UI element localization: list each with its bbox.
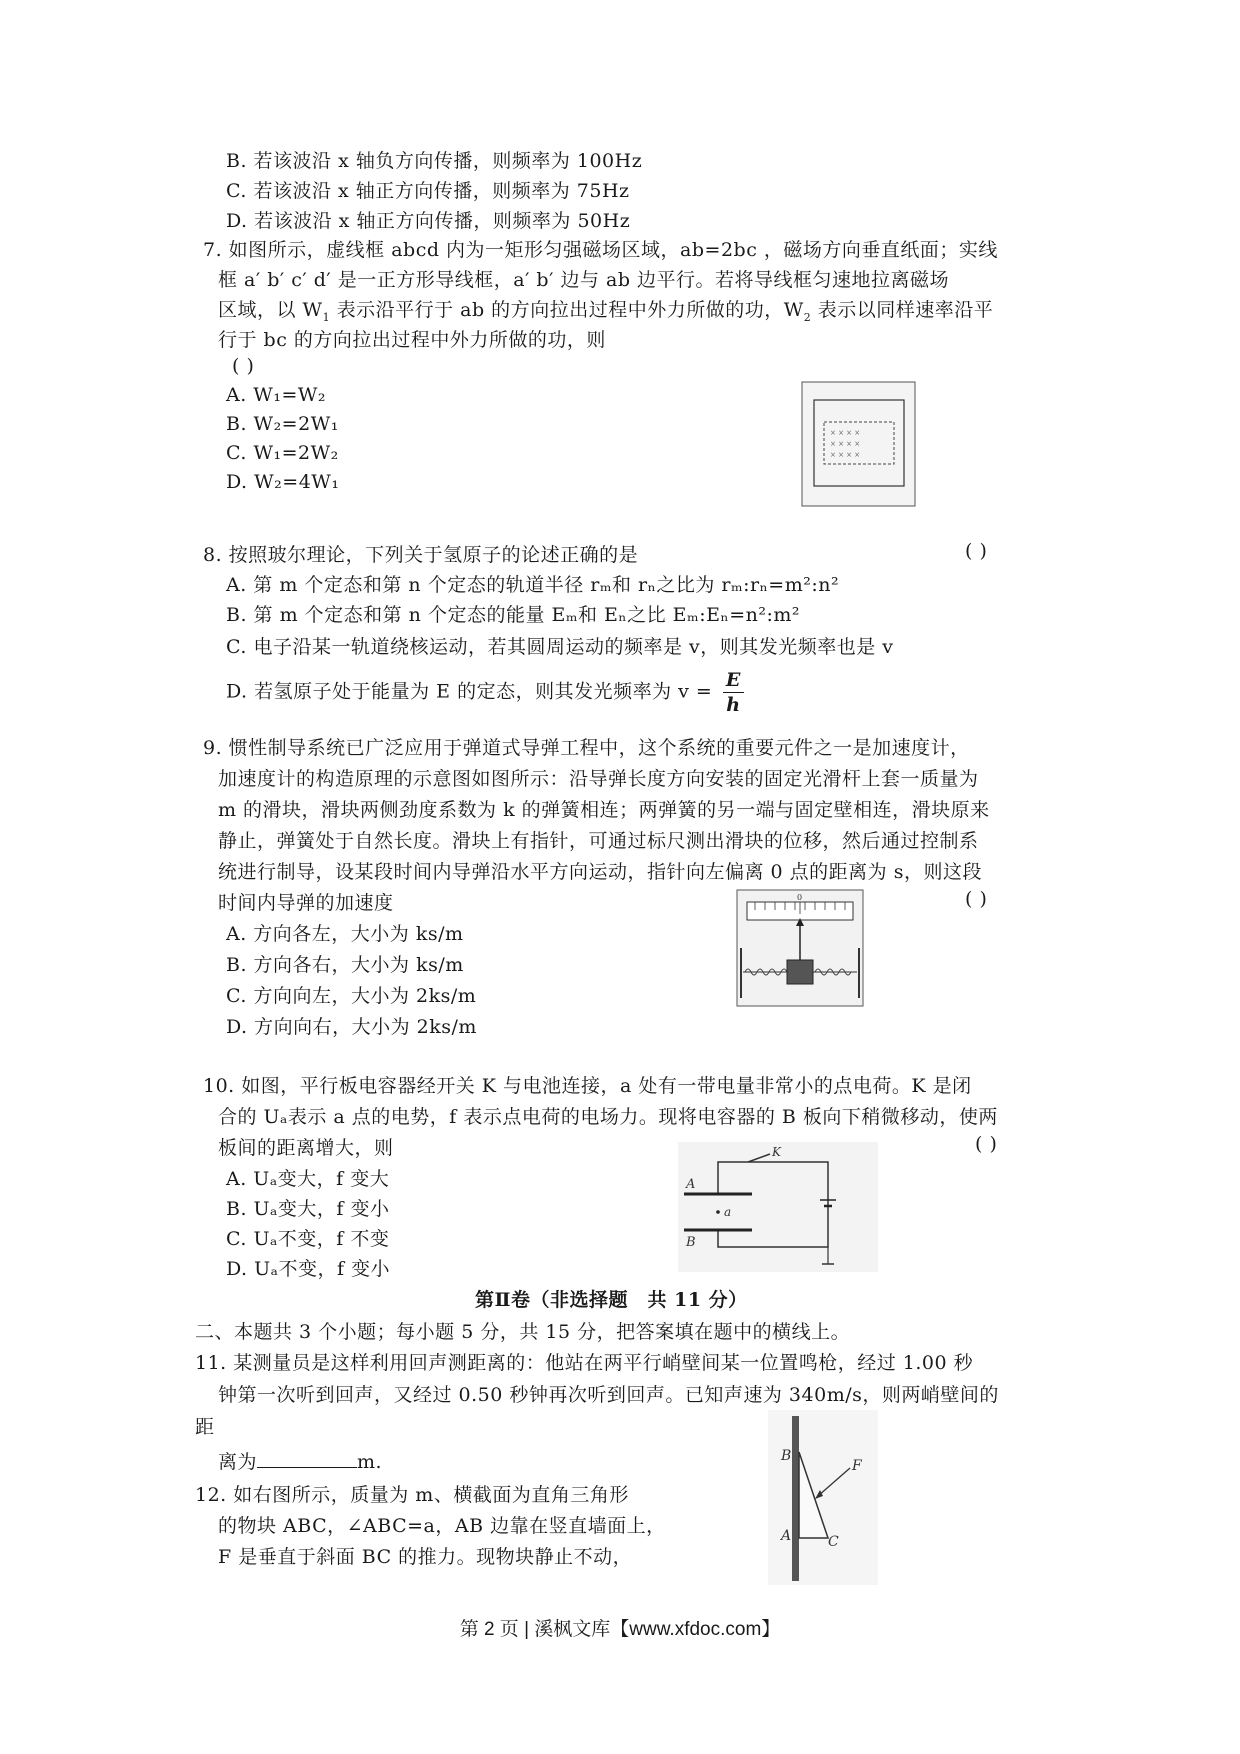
q8-option-a: A. 第 m 个定态和第 n 个定态的轨道半径 rₘ和 rₙ之比为 rₘ:rₙ=m²:n² xyxy=(226,574,840,596)
q11-stem-line1: 11. 某测量员是这样利用回声测距离的：他站在两平行峭壁间某一位置鸣枪，经过 1.00 秒 xyxy=(195,1352,974,1374)
vertex-a-label: A xyxy=(781,1528,792,1544)
point-a-label: a xyxy=(724,1205,732,1219)
q11-stem-line4: 离为 m. xyxy=(218,1451,383,1473)
q11-stem-line2: 钟第一次听到回声，又经过 0.50 秒钟再次听到回声。已知声速为 340m/s，则两峭壁间的 xyxy=(218,1384,999,1406)
q7-option-d: D. W₂=4W₁ xyxy=(226,471,340,493)
q9-stem-line4: 静止，弹簧处于自然长度。滑块上有指针，可通过标尺测出滑块的位移，然后通过控制系 xyxy=(218,830,979,852)
q7-stem-line3: 区域，以 $W_1$ 表示沿平行于 ab 的方向拉出过程中外力所做的功，$W_2$ 表示以同样速率沿平 xyxy=(218,299,994,324)
page-footer: 第 2 页 | 溪枫文库【www.xfdoc.com】 xyxy=(459,1619,781,1640)
frequency-fraction: $\frac{E}{h}$ xyxy=(723,668,744,717)
q8-option-c: C. 电子沿某一轨道绕核运动，若其圆周运动的频率是 v，则其发光频率也是 v xyxy=(226,636,894,658)
q6-option-d: D. 若该波沿 x 轴正方向传播，则频率为 50Hz xyxy=(226,210,631,232)
q8-answer-paren: ( ) xyxy=(965,540,988,562)
q8-option-b: B. 第 m 个定态和第 n 个定态的能量 Eₘ和 Eₙ之比 Eₘ:Eₙ=n²:m² xyxy=(226,604,801,626)
q7-stem-line1: 7. 如图所示，虚线框 abcd 内为一矩形匀强磁场区域，ab=2bc ，磁场方向垂直纸面；实线 xyxy=(203,239,998,261)
q7-option-c: C. W₁=2W₂ xyxy=(226,442,339,464)
q7-stem-line2: 框 a′ b′ c′ d′ 是一正方形导线框，a′ b′ 边与 ab 边平行。若将导线框匀速地拉离磁场 xyxy=(218,269,950,291)
section-2-intro: 二、本题共 3 个小题；每小题 5 分，共 15 分，把答案填在题中的横线上。 xyxy=(195,1321,851,1343)
q12-stem-line1: 12. 如右图所示，质量为 m、横截面为直角三角形 xyxy=(195,1484,629,1506)
q9-answer-paren: ( ) xyxy=(965,888,988,910)
q7-stem-line4: 行于 bc 的方向拉出过程中外力所做的功，则 xyxy=(218,329,606,351)
plate-a-label: A xyxy=(686,1177,696,1192)
q10-capacitor-circuit-figure xyxy=(678,1142,878,1272)
vertex-c-label: C xyxy=(828,1534,839,1550)
plate-b-label: B xyxy=(686,1235,696,1250)
q9-option-a: A. 方向各左，大小为 ks/m xyxy=(226,923,464,945)
vertex-b-label: B xyxy=(781,1448,792,1464)
q9-stem-line5: 统进行制导，设某段时间内导弹沿水平方向运动，指针向左偏离 0 点的距离为 s，则这段 xyxy=(218,861,982,883)
svg-text:× × × ×: × × × × xyxy=(830,429,861,437)
q9-stem-line1: 9. 惯性制导系统已广泛应用于弹道式导弹工程中，这个系统的重要元件之一是加速度计， xyxy=(203,737,970,759)
q10-stem-line2: 合的 Uₐ表示 a 点的电势，f 表示点电荷的电场力。现将电容器的 B 板向下稍微移动，使两 xyxy=(218,1106,998,1128)
force-f-label: F xyxy=(852,1458,862,1474)
q7-magnetic-field-figure xyxy=(800,380,918,510)
q12-stem-line2: 的物块 ABC，∠ABC=a，AB 边靠在竖直墙面上， xyxy=(218,1515,666,1537)
q10-option-a: A. Uₐ变大，f 变大 xyxy=(226,1168,390,1190)
q6-option-c: C. 若该波沿 x 轴正方向传播，则频率为 75Hz xyxy=(226,180,630,202)
q9-stem-line6: 时间内导弹的加速度 xyxy=(218,892,394,914)
q6-option-b: B. 若该波沿 x 轴负方向传播，则频率为 100Hz xyxy=(226,150,643,172)
q7-option-a: A. W₁=W₂ xyxy=(226,384,327,406)
q12-stem-line3: F 是垂直于斜面 BC 的推力。现物块静止不动， xyxy=(218,1546,633,1568)
q10-stem-line1: 10. 如图，平行板电容器经开关 K 与电池连接，a 处有一带电量非常小的点电荷。K 是闭 xyxy=(203,1075,972,1097)
q10-option-c: C. Uₐ不变，f 不变 xyxy=(226,1228,390,1250)
q9-option-b: B. 方向各右，大小为 ks/m xyxy=(226,954,464,976)
q12-triangle-block-figure xyxy=(768,1410,878,1585)
q10-option-b: B. Uₐ变大，f 变小 xyxy=(226,1198,390,1220)
q9-stem-line3: m 的滑块，滑块两侧劲度系数为 k 的弹簧相连；两弹簧的另一端与固定壁相连，滑块原来 xyxy=(218,799,990,821)
scale-zero-label: 0 xyxy=(797,893,803,902)
svg-text:× × × ×: × × × × xyxy=(830,451,861,459)
q10-option-d: D. Uₐ不变，f 变小 xyxy=(226,1258,391,1280)
q11-answer-blank[interactable] xyxy=(257,1449,357,1468)
q7-option-b: B. W₂=2W₁ xyxy=(226,413,339,435)
q9-option-d: D. 方向向右，大小为 2ks/m xyxy=(226,1016,477,1038)
q8-stem: 8. 按照玻尔理论，下列关于氢原子的论述正确的是 xyxy=(203,544,639,566)
q9-accelerometer-figure xyxy=(735,888,865,1008)
q7-answer-paren: ( ) xyxy=(232,355,255,377)
q9-stem-line2: 加速度计的构造原理的示意图如图所示：沿导弹长度方向安装的固定光滑杆上套一质量为 xyxy=(218,768,979,790)
svg-text:× × × ×: × × × × xyxy=(830,440,861,448)
q9-option-c: C. 方向向左，大小为 2ks/m xyxy=(226,985,477,1007)
q11-stem-line3: 距 xyxy=(195,1416,215,1438)
q8-option-d: D. 若氢原子处于能量为 E 的定态，则其发光频率为 v = $\frac{E}{h}$ xyxy=(226,668,744,717)
q10-answer-paren: ( ) xyxy=(975,1133,998,1155)
section-2-title: 第Ⅱ卷（非选择题 共 11 分） xyxy=(475,1289,748,1311)
q10-stem-line3: 板间的距离增大，则 xyxy=(218,1137,394,1159)
switch-k-label: K xyxy=(772,1145,781,1159)
